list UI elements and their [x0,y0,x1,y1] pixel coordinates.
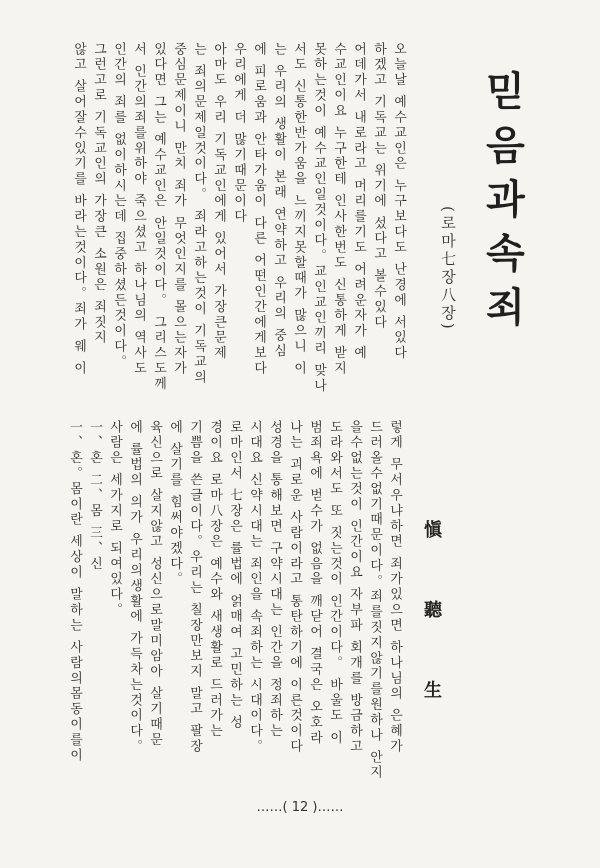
text-line: 로마인서 七장은 률법에 얽매여 고민하는 성 [227,420,242,731]
text-line: 성경을 통해보면 구약시대는 인간을 정죄하는 [267,420,282,740]
text-line: 에 피로움과 안타가움이 다른 어떤인간에게보다 [251,42,266,377]
text-line: 一、혼 二、몸 三、신 [87,420,102,572]
text-line: 않고 살어잘수있기를 바라는것이다。죄가 웨 이 [71,42,86,377]
text-line: 아마도 우리 기독교인에게 있어서 가장큰문제 [211,42,226,362]
text-line: 는 죄의문제일것이다。 죄라고하는것이 기독교의 [191,42,206,386]
text-line: 인간의 죄를 없이하시는데 집중하셨든것이다。 [111,42,126,371]
text-line: 사람은 세가지로 되여있다。 [107,420,122,619]
text-line: 어데가서 내로라고 머리를기도 어려운자가 예 [351,42,366,362]
text-line: 기쁨을 쓴글이다。우리는 칠장만보지 말고 팔장 [187,420,202,755]
text-line: 에 살기를 힘써야겠다。 [167,420,182,588]
text-line: 경이요 로마八장은 예수와 새생활로 드러가는 [207,420,222,740]
text-line: 오늘날 예수교인은 누구보다도 난경에 서있다 [391,42,406,362]
text-line: 에 률법의 의가 우리의생활에 가득차는것이다。 [127,420,142,755]
text-line: 육신으로 살지않고 성신으로말미암아 살기때문 [147,420,162,749]
article-subtitle: (로마七장八장) [439,206,457,332]
body-text-lower [16,420,404,781]
text-line: 一、혼。몸이란 세상이 말하는 사람의몸동이를이 [67,420,82,764]
text-line: 우리에게 더 많기때문이다 [231,42,246,225]
text-line: 수교인이요 누구한테 인사한번도 신통하게 받지 [331,42,346,377]
text-line: 못하는것이 예수교인일것이다。교인교인끼리 맞나 [311,42,326,395]
page-number: ……( 12 )…… [256,800,344,815]
text-line: 서도 신통한반가움을 느끼지못할때가 많으니 이 [291,42,306,377]
body-text-upper [16,42,408,394]
article-author: 愼 聽 生 [421,520,442,727]
text-line: 하겠고 기독교는 위기에 섰다고 볼수있다 [371,42,386,331]
text-line: 있다면 그는 예수교인은 안일것이다。 그리스도께 [151,42,166,393]
text-line: 시대요 신약시대는 죄인을 속죄하는 시대이다。 [247,420,262,755]
text-line: 을수없는것이 인간이요 자부파 회개를 방금하고 [347,420,362,755]
article-title: 믿음과속죄 [479,70,526,340]
text-line: 서 인간의죄를위하야 죽으셨고 하나님의 역사도 [131,42,146,377]
text-line: 그런고로 기독교인의 가장큰 소원은 죄짓지 [91,42,106,346]
text-line: 도라와서도 또 짓는것이 인간이다。 바울도 이 [327,420,342,746]
text-line: 는 우리의 생활이 본래 연약하고 우리의 중심 [271,42,286,360]
text-line: 범죄욕에 벋수가 없음을 깨닫어 결국은 오호라 [307,420,322,746]
text-line: 드러올수없기때문이다。죄를짓지않기를원하나 안지 [367,420,382,781]
text-line: 중심문제이니 만치 죄가 무엇인지를 몰으는자가 [171,42,186,377]
text-line: 렇게 무서우냐하면 죄가있으면 하나님의 은혜가 [387,420,402,755]
text-line: 나는 괴로운 사람이라고 통탄하기에 이른것이다 [287,420,302,755]
